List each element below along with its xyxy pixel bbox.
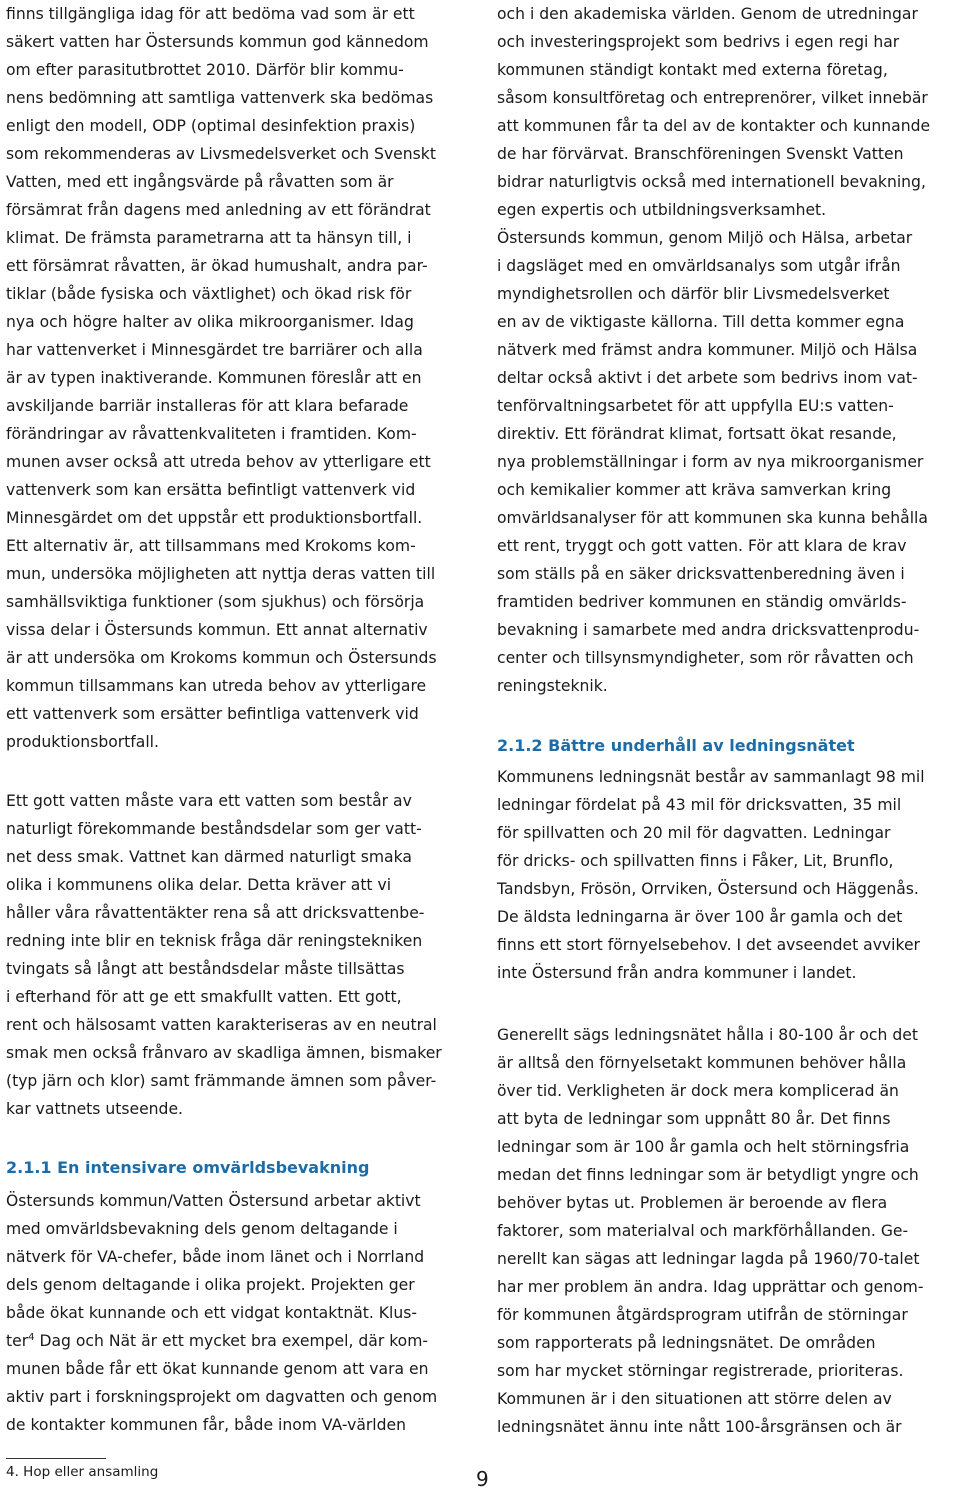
text-line: ledningar som är 100 år gamla och helt störningsfria	[497, 1138, 910, 1156]
text-line: och investeringsprojekt som bedrivs i egen regi har	[497, 33, 900, 51]
text-line: center och tillsynsmyndigheter, som rör råvatten och	[497, 649, 914, 667]
text-line: en av de viktigaste källorna. Till detta kommer egna	[497, 313, 905, 331]
text-line: som har mycket störningar registrerade, prioriteras.	[497, 1362, 904, 1380]
text-line: Ett alternativ är, att tillsammans med Krokoms kom-	[6, 537, 416, 555]
text-line: olika i kommunens olika delar. Detta kräver att vi	[6, 876, 392, 894]
text-line: vissa delar i Östersunds kommun. Ett annat alternativ	[6, 621, 428, 639]
text-line: är av typen inaktiverande. Kommunen föreslår att en	[6, 369, 422, 387]
text-line: med omvärldsbevakning dels genom deltagande i	[6, 1220, 398, 1238]
text-line: säkert vatten har Östersunds kommun god kännedom	[6, 33, 429, 51]
text-line: myndighetsrollen och därför blir Livsmedelsverket	[497, 285, 890, 303]
text-line: ett vattenverk som ersätter befintliga vattenverk vid	[6, 705, 419, 723]
footnote: 4. Hop eller ansamling	[6, 1464, 159, 1480]
text-line: framtiden bedriver kommunen en ständig omvärlds-	[497, 593, 907, 611]
text-line: har vattenverket i Minnesgärdet tre barriärer och alla	[6, 341, 423, 359]
text-line: och kemikalier kommer att kräva samverkan kring	[497, 481, 892, 499]
text-line: Vatten, med ett ingångsvärde på råvatten som är	[6, 173, 394, 191]
text-line: Östersunds kommun, genom Miljö och Hälsa, arbetar	[497, 229, 913, 247]
text-line: finns ett stort förnyelsebehov. I det avseendet avviker	[497, 936, 920, 954]
text-line: medan det finns ledningar som är betydligt yngre och	[497, 1166, 919, 1184]
footnote-divider	[6, 1458, 106, 1459]
text-line: tiklar (både fysiska och växtlighet) och ökad risk för	[6, 285, 412, 303]
text-line: Kommunen är i den situationen att större delen av	[497, 1390, 892, 1408]
text-line: samhällsviktiga funktioner (som sjukhus) och försörja	[6, 593, 425, 611]
section-heading-2-1-1: 2.1.1 En intensivare omvärldsbevakning	[6, 1158, 370, 1177]
text-line: De äldsta ledningarna är över 100 år gamla och det	[497, 908, 903, 926]
text-line: enligt den modell, ODP (optimal desinfektion praxis)	[6, 117, 416, 135]
text-line: som rapporterats på ledningsnätet. De områden	[497, 1334, 876, 1352]
text-line: aktiv part i forskningsprojekt om dagvatten och genom	[6, 1388, 438, 1406]
text-line: munen både får ett ökat kunnande genom att vara en	[6, 1360, 429, 1378]
text-line: såsom konsultföretag och entreprenörer, vilket innebär	[497, 89, 928, 107]
text-line: både ökat kunnande och ett vidgat kontaktnät. Klus-	[6, 1304, 418, 1322]
text-line: nya problemställningar i form av nya mikroorganismer	[497, 453, 924, 471]
text-line: kar vattnets utseende.	[6, 1100, 184, 1118]
text-line: är alltså den förnyelsetakt kommunen behöver hålla	[497, 1054, 907, 1072]
text-line: för kommunen åtgärdsprogram utifrån de störningar	[497, 1306, 908, 1324]
text-line: smak men också frånvaro av skadliga ämnen, bismaker	[6, 1044, 442, 1062]
text-line: produktionsbortfall.	[6, 733, 159, 751]
text-line: att byta de ledningar som uppnått 80 år. Det finns	[497, 1110, 891, 1128]
text-line: behöver bytas ut. Problemen är beroende av flera	[497, 1194, 888, 1212]
text-line: kommun tillsammans kan utreda behov av ytterligare	[6, 677, 427, 695]
text-line: som ställs på en säker dricksvattenberedning även i	[497, 565, 905, 583]
text-line: mun, undersöka möjligheten att nyttja deras vatten till	[6, 565, 436, 583]
text-line: avskiljande barriär installeras för att klara befarade	[6, 397, 409, 415]
text-line: ledningar fördelat på 43 mil för dricksvatten, 35 mil	[497, 796, 902, 814]
text-line: har mer problem än andra. Idag upprättar och genom-	[497, 1278, 924, 1296]
text-line: nerellt kan sägas att ledningar lagda på 1960/70-talet	[497, 1250, 920, 1268]
text-line: kommunen ständigt kontakt med externa företag,	[497, 61, 888, 79]
text-line: klimat. De främsta parametrarna att ta hänsyn till, i	[6, 229, 412, 247]
text-line: att kommunen får ta del av de kontakter och kunnande	[497, 117, 931, 135]
text-line: inte Östersund från andra kommuner i landet.	[497, 964, 857, 982]
text-line: Minnesgärdet om det uppstår ett produktionsbortfall.	[6, 509, 423, 527]
text-line: Generellt sägs ledningsnätet hålla i 80-100 år och det	[497, 1026, 918, 1044]
text-line: (typ järn och klor) samt främmande ämnen som påver-	[6, 1072, 437, 1090]
text-line: de har förvärvat. Branschföreningen Svenskt Vatten	[497, 145, 904, 163]
text-line: ledningsnätet ännu inte nått 100-årsgränsen och är	[497, 1418, 902, 1436]
section-heading-2-1-2: 2.1.2 Bättre underhåll av ledningsnätet	[497, 736, 855, 755]
text-line: omvärldsanalyser för att kommunen ska kunna behålla	[497, 509, 928, 527]
text-fragment: ter	[6, 1332, 29, 1350]
text-line: egen expertis och utbildningsverksamhet.	[497, 201, 827, 219]
text-line: naturligt förekommande beståndsdelar som ger vatt-	[6, 820, 422, 838]
text-line: för dricks- och spillvatten finns i Fåker, Lit, Brunflo,	[497, 852, 894, 870]
text-line: vattenverk som kan ersätta befintligt vattenverk vid	[6, 481, 416, 499]
text-line-with-footnote	[6, 1327, 428, 1355]
text-line: håller våra råvattentäkter rena så att dricksvattenbe-	[6, 904, 425, 922]
text-line: deltar också aktivt i det arbete som bedrivs inom vat-	[497, 369, 918, 387]
text-line: i dagsläget med en omvärldsanalys som utgår ifrån	[497, 257, 901, 275]
text-line: net dess smak. Vattnet kan därmed naturligt smaka	[6, 848, 412, 866]
text-line: och i den akademiska världen. Genom de utredningar	[497, 5, 918, 23]
text-line: tenförvaltningsarbetet för att uppfylla EU:s vatten-	[497, 397, 894, 415]
text-line: för spillvatten och 20 mil för dagvatten. Ledningar	[497, 824, 891, 842]
text-line: bevakning i samarbete med andra dricksvattenprodu-	[497, 621, 920, 639]
text-line: bidrar naturligtvis också med internationell bevakning,	[497, 173, 926, 191]
text-line: Tandsbyn, Frösön, Orrviken, Östersund och Häggenås.	[497, 880, 919, 898]
text-line: faktorer, som materialval och markförhållanden. Ge-	[497, 1222, 909, 1240]
text-line: ett rent, tryggt och gott vatten. För att klara de krav	[497, 537, 907, 555]
text-line: nya och högre halter av olika mikroorganismer. Idag	[6, 313, 414, 331]
text-line: nens bedömning att samtliga vattenverk ska bedömas	[6, 89, 434, 107]
text-line: reningsteknik.	[497, 677, 608, 695]
text-line: ett försämrat råvatten, är ökad humushalt, andra par-	[6, 257, 428, 275]
page-number: 9	[476, 1467, 489, 1491]
text-line: de kontakter kommunen får, både inom VA-världen	[6, 1416, 406, 1434]
text-line: dels genom deltagande i olika projekt. Projekten ger	[6, 1276, 415, 1294]
text-line: Kommunens ledningsnät består av sammanlagt 98 mil	[497, 768, 925, 786]
text-line: tvingats så långt att beståndsdelar måste tillsättas	[6, 960, 405, 978]
text-line: nätverk med främst andra kommuner. Miljö och Hälsa	[497, 341, 918, 359]
text-line: Ett gott vatten måste vara ett vatten som består av	[6, 792, 412, 810]
text-line: munen avser också att utreda behov av ytterligare ett	[6, 453, 431, 471]
text-line: nätverk för VA-chefer, både inom länet och i Norrland	[6, 1248, 425, 1266]
footnote-reference: 4	[28, 1331, 35, 1343]
text-line: över tid. Verkligheten är dock mera komplicerad än	[497, 1082, 899, 1100]
text-fragment: Dag och Nät är ett mycket bra exempel, där kom-	[34, 1332, 429, 1350]
text-line: som rekommenderas av Livsmedelsverket och Svenskt	[6, 145, 436, 163]
text-line: redning inte blir en teknisk fråga där reningstekniken	[6, 932, 423, 950]
text-line: Östersunds kommun/Vatten Östersund arbetar aktivt	[6, 1192, 421, 1210]
text-line: i efterhand för att ge ett smakfullt vatten. Ett gott,	[6, 988, 402, 1006]
text-line: förändringar av råvattenkvaliteten i framtiden. Kom-	[6, 425, 417, 443]
text-line: rent och hälsosamt vatten karakteriseras av en neutral	[6, 1016, 437, 1034]
text-line: finns tillgängliga idag för att bedöma vad som är ett	[6, 5, 415, 23]
text-line: direktiv. Ett förändrat klimat, fortsatt ökat resande,	[497, 425, 897, 443]
text-line: är att undersöka om Krokoms kommun och Östersunds	[6, 649, 437, 667]
text-line: försämrat från dagens med anledning av ett förändrat	[6, 201, 431, 219]
text-line: om efter parasitutbrottet 2010. Därför blir kommu-	[6, 61, 404, 79]
